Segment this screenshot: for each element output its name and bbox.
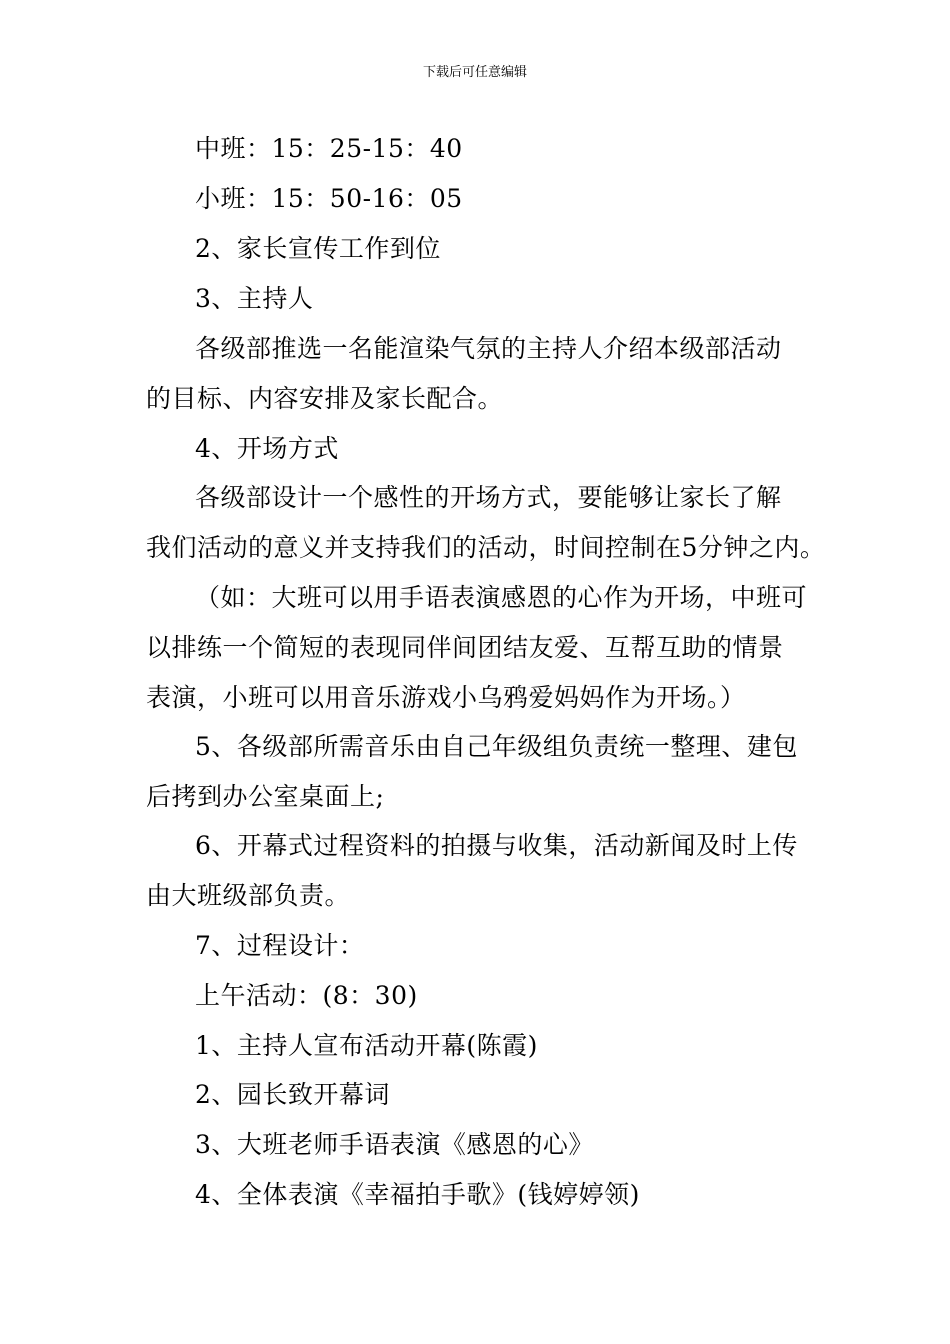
text-line: 4、开场方式	[195, 434, 339, 463]
text-line: 中班：15：25-15：40	[195, 134, 463, 163]
text-line: 的目标、内容安排及家长配合。	[146, 384, 504, 413]
text-line: 以排练一个简短的表现同伴间团结友爱、互帮互助的情景	[146, 633, 784, 662]
text-line: 表演，小班可以用音乐游戏小乌鸦爱妈妈作为开场。）	[146, 683, 746, 712]
page-header: 下载后可任意编辑	[422, 65, 527, 80]
text-line: 1、主持人宣布活动开幕(陈霞)	[195, 1031, 538, 1060]
text-line: 3、主持人	[195, 284, 314, 313]
text-line: 后拷到办公室桌面上;	[146, 782, 385, 811]
text-line: 小班：15：50-16：05	[195, 184, 463, 213]
text-line: 各级部推选一名能渲染气氛的主持人介绍本级部活动	[195, 334, 782, 363]
text-line: 3、大班老师手语表演《感恩的心》	[195, 1130, 594, 1159]
text-line: 4、全体表演《幸福拍手歌》(钱婷婷领)	[195, 1180, 640, 1209]
text-line: （如：大班可以用手语表演感恩的心作为开场，中班可	[195, 583, 808, 612]
text-line: 由大班级部负责。	[146, 881, 351, 910]
text-line: 6、开幕式过程资料的拍摄与收集，活动新闻及时上传	[195, 831, 798, 860]
text-line: 我们活动的意义并支持我们的活动，时间控制在5分钟之内。	[146, 533, 826, 562]
text-line: 上午活动：(8：30)	[195, 981, 418, 1010]
text-line: 各级部设计一个感性的开场方式，要能够让家长了解	[195, 483, 782, 512]
text-line: 5、各级部所需音乐由自己年级组负责统一整理、建包	[195, 732, 798, 761]
text-line: 2、家长宣传工作到位	[195, 234, 441, 263]
text-line: 2、园长致开幕词	[195, 1080, 390, 1109]
text-line: 7、过程设计：	[195, 931, 365, 960]
